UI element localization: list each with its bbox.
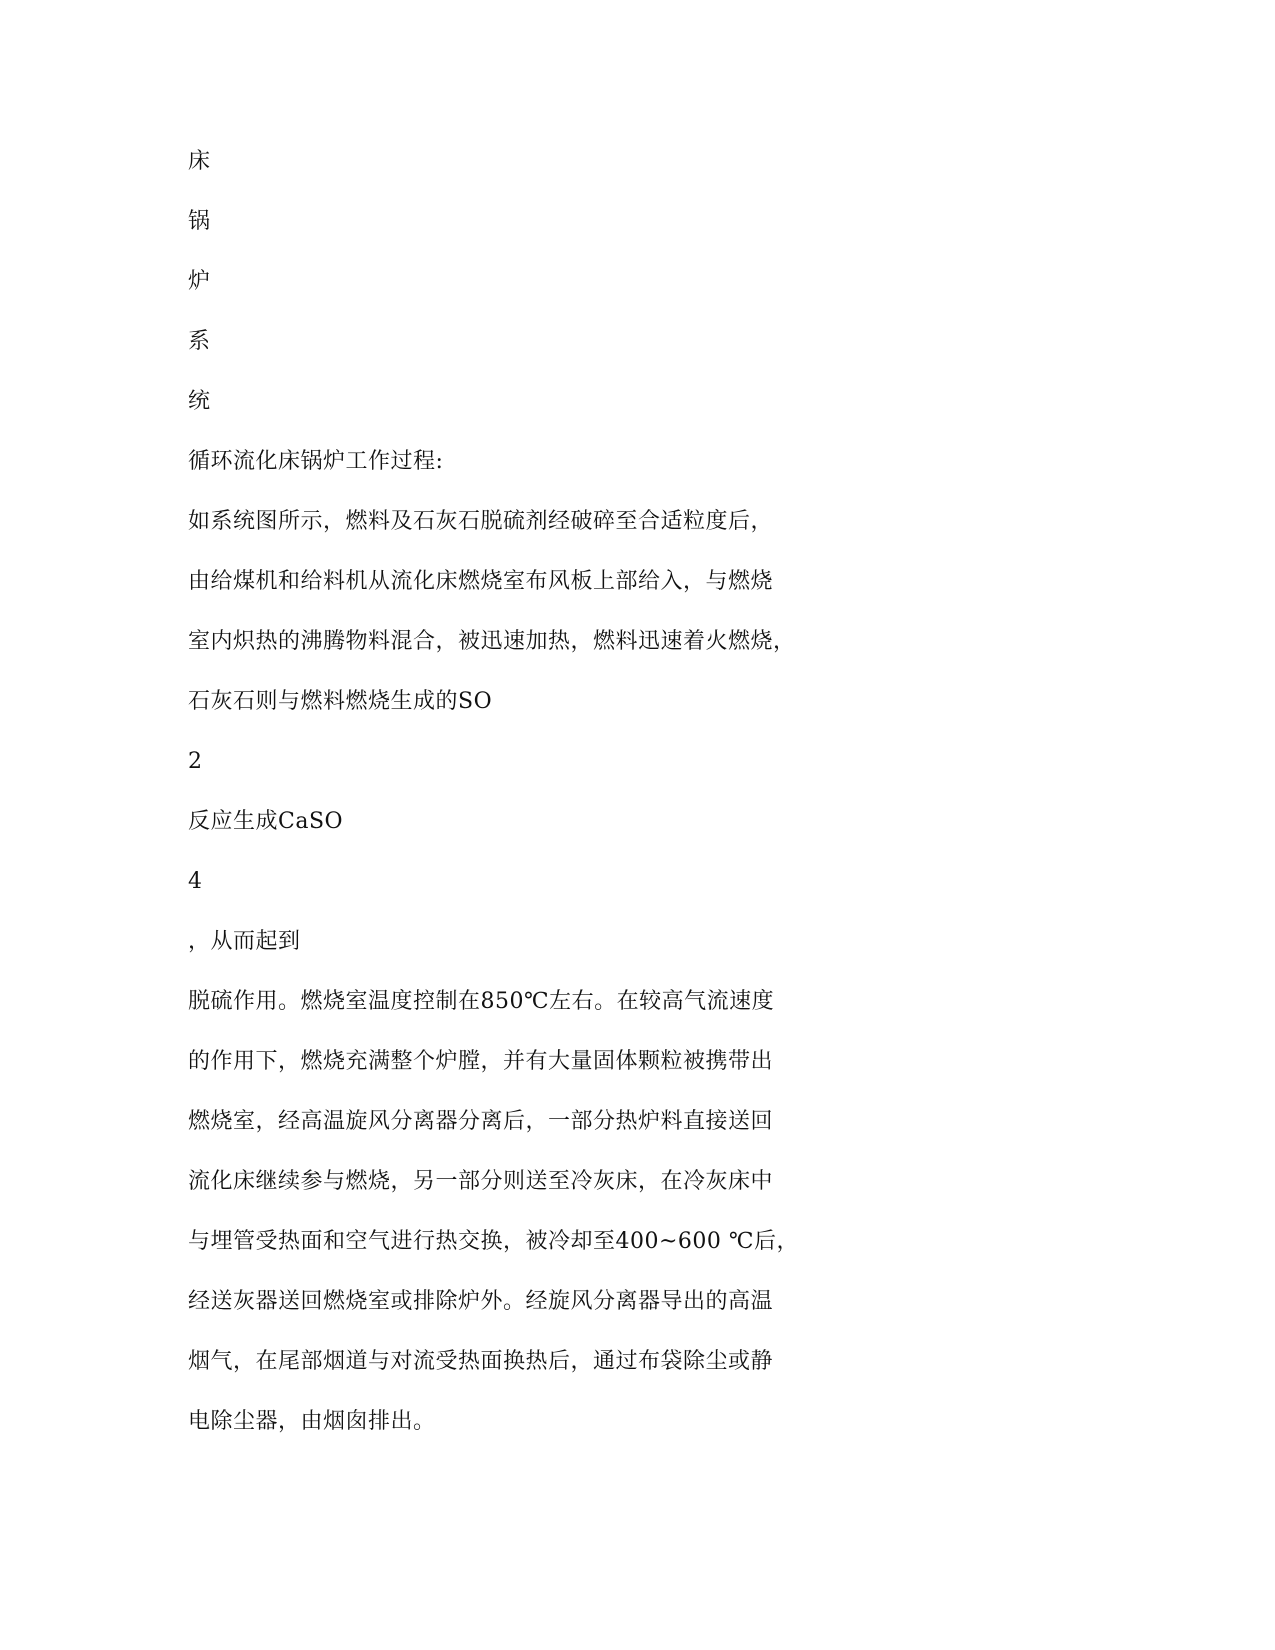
text-line: 如系统图所示，燃料及石灰石脱硫剂经破碎至合适粒度后， (188, 509, 774, 534)
text-line: 反应生成CaSO (188, 809, 344, 834)
text-line: 统 (188, 389, 211, 414)
text-line: 电除尘器，由烟囱排出。 (188, 1409, 436, 1434)
text-line: 室内炽热的沸腾物料混合，被迅速加热，燃料迅速着火燃烧， (188, 629, 796, 654)
text-line: 系 (188, 329, 211, 354)
text-line: 由给煤机和给料机从流化床燃烧室布风板上部给入，与燃烧 (188, 569, 774, 594)
text-line: 燃烧室，经高温旋风分离器分离后，一部分热炉料直接送回 (188, 1109, 774, 1134)
text-line: 2 (188, 749, 203, 774)
text-line: ，从而起到 (188, 929, 301, 954)
text-line: 与埋管受热面和空气进行热交换，被冷却至400~600 ℃后， (188, 1229, 800, 1254)
text-line: 脱硫作用。燃烧室温度控制在850℃左右。在较高气流速度 (188, 989, 775, 1014)
section-heading: 循环流化床锅炉工作过程: (188, 449, 444, 474)
text-line: 炉 (188, 269, 211, 294)
text-line: 经送灰器送回燃烧室或排除炉外。经旋风分离器导出的高温 (188, 1289, 774, 1314)
text-line: 的作用下，燃烧充满整个炉膛，并有大量固体颗粒被携带出 (188, 1049, 774, 1074)
text-line: 石灰石则与燃料燃烧生成的SO (188, 689, 493, 714)
text-line: 4 (188, 869, 203, 894)
text-line: 床 (188, 149, 211, 174)
text-line: 烟气，在尾部烟道与对流受热面换热后，通过布袋除尘或静 (188, 1349, 774, 1374)
document-body (188, 147, 799, 1467)
text-line: 流化床继续参与燃烧，另一部分则送至冷灰床，在冷灰床中 (188, 1169, 774, 1194)
text-line: 锅 (188, 209, 211, 234)
